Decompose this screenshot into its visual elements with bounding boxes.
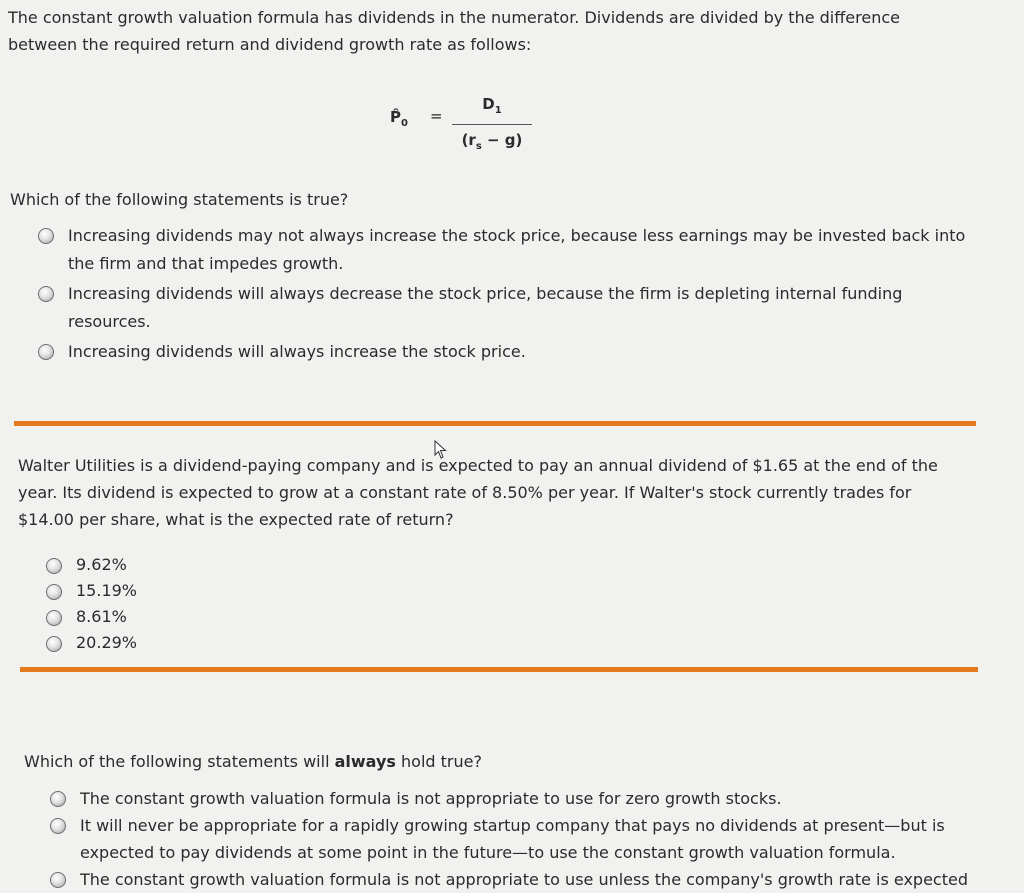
q3-prompt-pre: Which of the following statements will: [24, 752, 335, 771]
q3-prompt-post: hold true?: [395, 752, 482, 771]
radio-button[interactable]: [38, 228, 54, 244]
formula-numerator-sub: 1: [494, 105, 502, 116]
q1-option-1-label: Increasing dividends may not always increase the stock price, because less earnings may be invested back into the firm and that impedes growth.: [68, 226, 966, 273]
q2-option-2[interactable]: [46, 578, 346, 604]
formula-denominator-sub: s: [475, 141, 482, 152]
radio-button[interactable]: [46, 558, 62, 574]
radio-button[interactable]: [50, 872, 66, 888]
constant-growth-formula: [390, 92, 540, 152]
q3-option-1[interactable]: [50, 785, 980, 812]
q1-option-1[interactable]: [38, 222, 988, 278]
formula-lhs: P̂: [390, 108, 401, 126]
formula-equals: =: [430, 107, 443, 125]
q2-option-4[interactable]: [46, 630, 346, 656]
formula-lhs-sub: 0: [401, 118, 408, 129]
section-divider: [20, 667, 978, 672]
formula-numerator-letter: D: [482, 95, 495, 113]
q3-option-2[interactable]: [50, 812, 980, 866]
q1-intro-text: The constant growth valuation formula has dividends in the numerator. Dividends are divided by the difference between the required return and dividend growth rate as follows:: [8, 8, 900, 54]
q2-options: [46, 552, 346, 656]
q2-option-4-label: 20.29%: [76, 633, 138, 652]
q3-option-3-label: The constant growth valuation formula is not appropriate to use unless the company's growth rate is expected: [80, 870, 968, 889]
q3-options: [50, 785, 980, 893]
q2-option-2-label: 15.19%: [76, 581, 138, 600]
formula-price-hat: [390, 108, 408, 129]
q3-option-3[interactable]: [50, 866, 980, 893]
q3-option-2-label: It will never be appropriate for a rapidly growing startup company that pays no dividends at present—but is expected to pay dividends at some point in the future—to use the constant growth valuation formula.: [80, 816, 945, 862]
formula-denominator: [452, 128, 532, 159]
radio-button[interactable]: [38, 344, 54, 360]
formula-denominator-open: (r: [461, 131, 476, 149]
formula-denominator-rest: − g): [481, 131, 523, 149]
q1-options: [38, 222, 988, 366]
radio-button[interactable]: [50, 818, 66, 834]
q2-option-1[interactable]: [46, 552, 346, 578]
q1-option-2[interactable]: [38, 280, 988, 336]
formula-numerator: [452, 92, 532, 123]
radio-button[interactable]: [46, 610, 62, 626]
q2-option-3[interactable]: [46, 604, 346, 630]
radio-button[interactable]: [50, 791, 66, 807]
q1-option-3-label: Increasing dividends will always increase the stock price.: [68, 342, 526, 361]
q2-option-3-label: 8.61%: [76, 607, 127, 626]
formula-fraction-bar: [452, 124, 532, 125]
q3-prompt-emphasis: always: [334, 752, 396, 771]
q1-option-3[interactable]: [38, 338, 988, 366]
radio-button[interactable]: [46, 584, 62, 600]
q1-prompt: Which of the following statements is true?: [10, 190, 349, 209]
q3-prompt: [24, 748, 924, 775]
q3-option-1-label: The constant growth valuation formula is not appropriate to use for zero growth stocks.: [80, 789, 782, 808]
formula-fraction: [452, 92, 532, 159]
q2-option-1-label: 9.62%: [76, 555, 127, 574]
q2-question-text: Walter Utilities is a dividend-paying company and is expected to pay an annual dividend of $1.65 at the end of the year. Its dividend is expected to grow at a constant rate of 8.50% per year. If Walter's stock currently trades for $14.00 per share, what is the expected rate of return?: [18, 456, 938, 529]
section-divider: [14, 421, 976, 426]
radio-button[interactable]: [46, 636, 62, 652]
q1-option-2-label: Increasing dividends will always decrease the stock price, because the firm is depleting internal funding resources.: [68, 284, 903, 331]
radio-button[interactable]: [38, 286, 54, 302]
